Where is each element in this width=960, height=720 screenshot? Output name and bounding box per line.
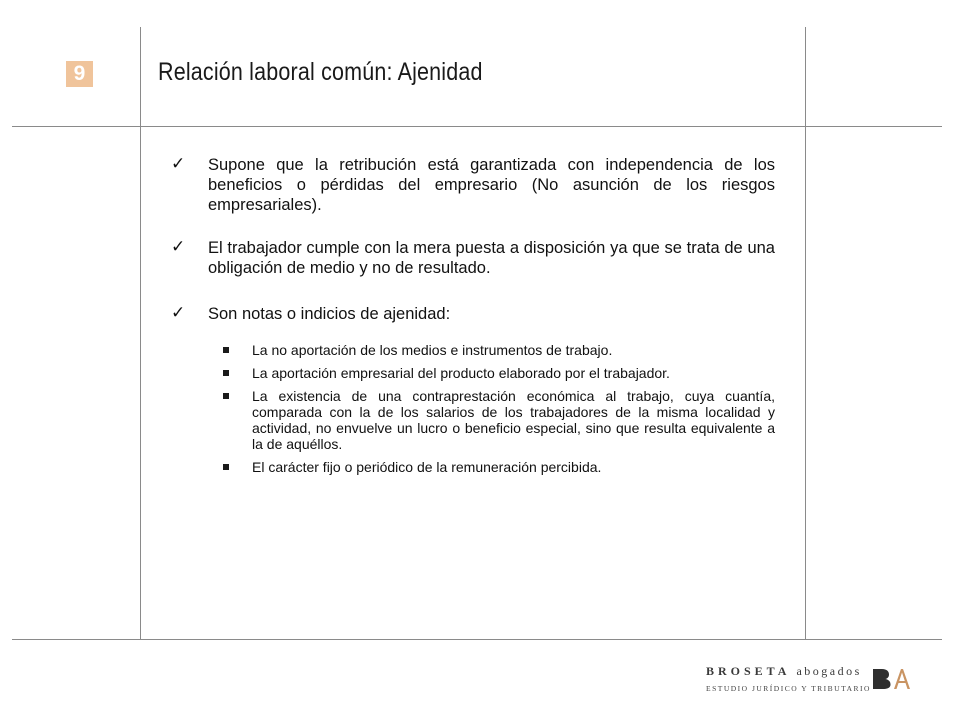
firm-name <box>706 664 871 679</box>
header-divider <box>12 126 942 127</box>
right-column-rule <box>805 27 806 639</box>
square-bullet-icon <box>223 347 229 353</box>
firm-kind: abogados <box>796 664 862 678</box>
sub-bullet-text: La aportación empresarial del producto elaborado por el trabajador. <box>252 365 670 381</box>
bullet-text: El trabajador cumple con la mera puesta a disposición ya que se trata de una obligación de medio y no de resultado. <box>208 239 775 277</box>
sub-bullet-text: La existencia de una contraprestación económica al trabajo, cuya cuantía, comparada con la de los salarios de los trabajadores de la misma localidad y actividad, no envuelve un lucro o beneficio especial, sino que resulta equivalente a la de aquéllos. <box>252 388 775 452</box>
bullet-list <box>171 155 775 482</box>
firm-tagline: ESTUDIO JURÍDICO Y TRIBUTARIO <box>706 684 871 693</box>
firm-name-bold: BROSETA <box>706 664 791 678</box>
ba-monogram-icon <box>872 667 912 691</box>
bullet-item <box>171 304 775 324</box>
sub-bullet-item <box>220 388 775 452</box>
sub-bullet-item <box>220 459 775 475</box>
sub-bullet-text: El carácter fijo o periódico de la remuneración percibida. <box>252 459 602 475</box>
firm-logo <box>706 664 871 693</box>
bullet-text: Supone que la retribución está garantizada con independencia de los beneficios o pérdidas del empresario (No asunción de los riesgos empresariales). <box>208 156 775 214</box>
slide-number-badge: 9 <box>66 61 93 87</box>
checkmark-icon: ✓ <box>171 303 186 323</box>
checkmark-icon: ✓ <box>171 154 186 174</box>
bullet-text: Son notas o indicios de ajenidad: <box>208 305 451 323</box>
sub-bullet-text: La no aportación de los medios e instrumentos de trabajo. <box>252 342 613 358</box>
square-bullet-icon <box>223 370 229 376</box>
square-bullet-icon <box>223 393 229 399</box>
sub-bullet-item <box>220 342 775 358</box>
left-column-rule <box>140 27 141 639</box>
checkmark-icon: ✓ <box>171 237 186 257</box>
sub-bullet-item <box>220 365 775 381</box>
square-bullet-icon <box>223 464 229 470</box>
bullet-item <box>171 238 775 278</box>
slide-title: Relación laboral común: Ajenidad <box>158 58 483 86</box>
footer-divider <box>12 639 942 640</box>
bullet-item <box>171 155 775 215</box>
